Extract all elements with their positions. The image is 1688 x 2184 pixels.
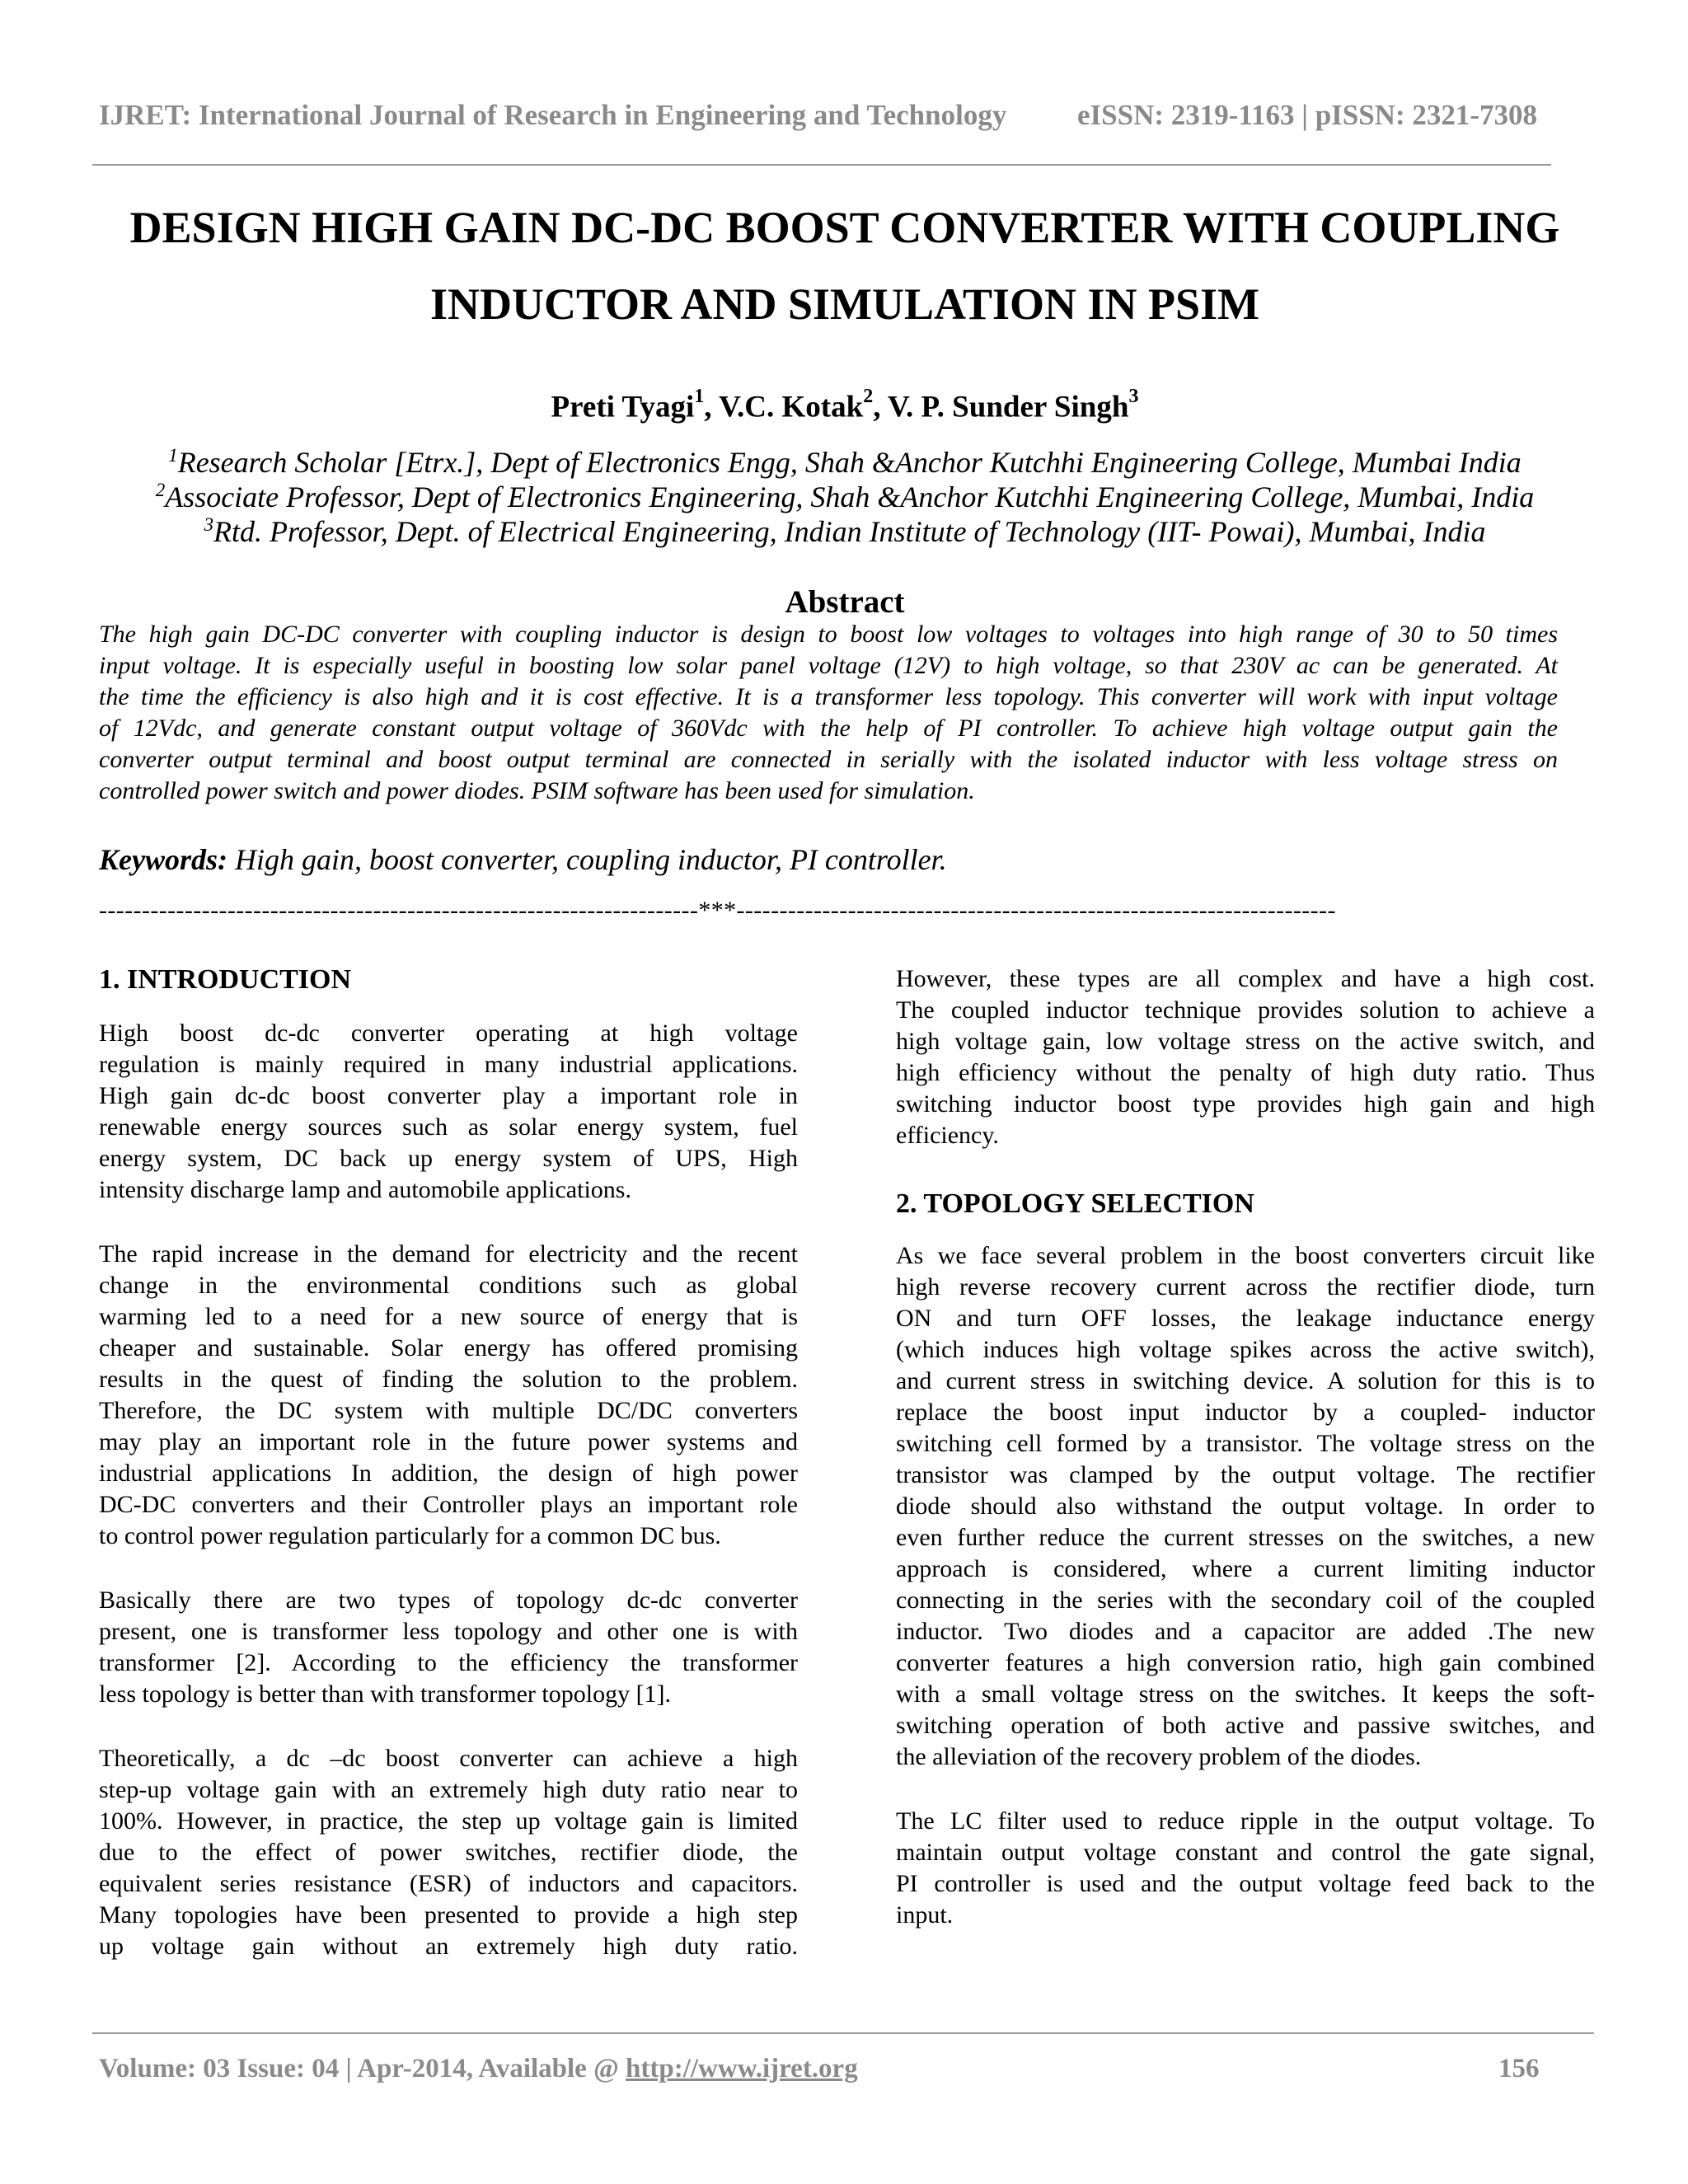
text-line: change in the environmental conditions such as global — [99, 1272, 798, 1299]
left-column — [99, 0, 798, 2184]
text-line: The rapid increase in the demand for electricity and the recent — [99, 1240, 798, 1268]
author-name: V.C. Kotak — [719, 390, 864, 424]
issn-text: eISSN: 2319-1163 | pISSN: 2321-7308 — [1077, 99, 1538, 131]
footer-divider — [92, 2032, 1594, 2034]
author-affil-mark: 2 — [863, 386, 874, 407]
footer-volume-info — [99, 2054, 858, 2084]
text-line: replace the boost input inductor by a coupled- inductor — [896, 1399, 1595, 1426]
text-line: High gain dc-dc boost converter play a important role in — [99, 1082, 798, 1109]
affiliation-mark: 2 — [155, 480, 166, 500]
text-line: high voltage gain, low voltage stress on the active switch, and — [896, 1028, 1595, 1055]
text-line: may play an important role in the future power systems and — [99, 1428, 798, 1455]
text-line: efficiency. — [896, 1122, 999, 1149]
keywords-text: High gain, boost converter, coupling inductor, PI controller. — [227, 843, 947, 876]
text-line: up voltage gain without an extremely high duty ratio. — [99, 1933, 798, 1960]
text-line: PI controller is used and the output voltage feed back to the — [896, 1870, 1595, 1897]
text-line: high reverse recovery current across the rectifier diode, turn — [896, 1273, 1595, 1301]
text-line: switching cell formed by a transistor. The voltage stress on the — [896, 1430, 1595, 1457]
section-heading-topology: 2. TOPOLOGY SELECTION — [896, 1188, 1254, 1219]
text-line: input. — [896, 1901, 954, 1929]
text-line: and current stress in switching device. A solution for this is to — [896, 1367, 1595, 1394]
text-line: approach is considered, where a current limiting inductor — [896, 1555, 1595, 1582]
text-line: High boost dc-dc converter operating at high voltage — [99, 1019, 798, 1047]
text-line: cheaper and sustainable. Solar energy has offered promising — [99, 1334, 798, 1361]
text-line: connecting in the series with the secondary coil of the coupled — [896, 1586, 1595, 1614]
text-line: As we face several problem in the boost converters circuit like — [896, 1242, 1595, 1269]
journal-url-link[interactable]: http://www.ijret.org — [626, 2054, 858, 2083]
text-line: 100%. However, in practice, the step up voltage gain is limited — [99, 1807, 798, 1835]
abstract-line: The high gain DC-DC converter with coupling inductor is design to boost low voltages to voltages into high range of 30 to 50 times — [99, 621, 1558, 648]
abstract-line: controlled power switch and power diodes. PSIM software has been used for simulation. — [99, 777, 975, 804]
abstract-line: converter output terminal and boost output terminal are connected in serially with the isolated inductor with less voltage stress on — [99, 746, 1558, 773]
author-name: V. P. Sunder Singh — [888, 390, 1129, 424]
text-line: the alleviation of the recovery problem of the diodes. — [896, 1743, 1422, 1770]
author-separator: , — [873, 390, 889, 424]
text-line: (which induces high voltage spikes across the active switch), — [896, 1336, 1595, 1363]
text-line: ON and turn OFF losses, the leakage inductance energy — [896, 1305, 1595, 1332]
page-number: 156 — [1498, 2054, 1540, 2083]
author-name: Preti Tyagi — [551, 390, 695, 424]
text-line: results in the quest of finding the solution to the problem. — [99, 1366, 798, 1393]
footer-volume-text: Volume: 03 Issue: 04 | Apr-2014, Available @ — [99, 2054, 626, 2083]
text-line: even further reduce the current stresses on the switches, a new — [896, 1524, 1595, 1551]
section-separator: ----------------------------------------------------------------------***---------------------------------------------------------------------- — [99, 897, 1336, 924]
text-line: maintain output voltage constant and control the gate signal, — [896, 1839, 1595, 1866]
right-column — [896, 0, 1595, 2184]
affiliation-mark: 1 — [168, 445, 178, 466]
journal-name: IJRET: International Journal of Research in Engineering and Technology — [99, 99, 1007, 131]
text-line: converter features a high conversion ratio, high gain combined — [896, 1649, 1595, 1676]
author-affil-mark: 1 — [694, 386, 705, 407]
text-line: transformer [2]. According to the efficiency the transformer — [99, 1649, 798, 1676]
text-line: with a small voltage stress on the switches. It keeps the soft- — [896, 1680, 1595, 1708]
text-line: Basically there are two types of topology dc-dc converter — [99, 1586, 798, 1614]
text-line: industrial applications In addition, the design of high power — [99, 1460, 798, 1487]
keywords-label: Keywords: — [99, 843, 227, 876]
text-line: The LC filter used to reduce ripple in the output voltage. To — [896, 1807, 1595, 1835]
text-line: energy system, DC back up energy system of UPS, High — [99, 1145, 798, 1172]
text-line: regulation is mainly required in many industrial applications. — [99, 1051, 798, 1078]
author-separator: , — [704, 390, 720, 424]
text-line: switching inductor boost type provides high gain and high — [896, 1090, 1595, 1118]
text-line: intensity discharge lamp and automobile applications. — [99, 1176, 631, 1203]
text-line: step-up voltage gain with an extremely high duty ratio near to — [99, 1776, 798, 1803]
text-line: Theoretically, a dc –dc boost converter can achieve a high — [99, 1745, 798, 1772]
text-line: due to the effect of power switches, rectifier diode, the — [99, 1839, 798, 1866]
text-line: warming led to a need for a new source of energy that is — [99, 1303, 798, 1330]
text-line: Many topologies have been presented to provide a high step — [99, 1901, 798, 1929]
abstract-line: of 12Vdc, and generate constant output voltage of 360Vdc with the help of PI controller. To achieve high voltage output gain the — [99, 715, 1558, 742]
text-line: diode should also withstand the output voltage. In order to — [896, 1493, 1595, 1520]
text-line: transistor was clamped by the output voltage. The rectifier — [896, 1461, 1595, 1488]
text-line: switching operation of both active and passive switches, and — [896, 1712, 1595, 1739]
text-line: DC-DC converters and their Controller plays an important role — [99, 1491, 798, 1518]
text-line: The coupled inductor technique provides solution to achieve a — [896, 996, 1595, 1024]
text-line: present, one is transformer less topology and other one is with — [99, 1618, 798, 1645]
abstract-line: the time the efficiency is also high and it is cost effective. It is a transformer less topology. This converter will work with input voltage — [99, 683, 1558, 710]
abstract-heading: Abstract — [785, 584, 905, 620]
paper-title-line-2: INDUCTOR AND SIMULATION IN PSIM — [429, 279, 1260, 329]
author-affil-mark: 3 — [1128, 386, 1139, 407]
affiliation-mark: 3 — [204, 514, 214, 535]
affiliation-text: Associate Professor, Dept of Electronics Engineering, Shah &Anchor Kutchhi Engineering College, Mumbai, India — [165, 480, 1535, 513]
section-heading-introduction: 1. INTRODUCTION — [99, 964, 352, 995]
text-line: Therefore, the DC system with multiple DC/DC converters — [99, 1397, 798, 1424]
text-line: equivalent series resistance (ESR) of inductors and capacitors. — [99, 1870, 798, 1897]
text-line: less topology is better than with transformer topology [1]. — [99, 1680, 672, 1708]
text-line: to control power regulation particularly for a common DC bus. — [99, 1522, 721, 1549]
paper-title-line-1: DESIGN HIGH GAIN DC-DC BOOST CONVERTER WITH COUPLING — [129, 203, 1560, 252]
abstract-line: input voltage. It is especially useful in boosting low solar panel voltage (12V) to high voltage, so that 230V ac can be generated. At — [99, 652, 1558, 679]
affiliation-text: Rtd. Professor, Dept. of Electrical Engineering, Indian Institute of Technology (IIT- Powai), Mumbai, India — [213, 515, 1486, 548]
text-line: high efficiency without the penalty of high duty ratio. Thus — [896, 1059, 1595, 1086]
text-line: inductor. Two diodes and a capacitor are added .The new — [896, 1618, 1595, 1645]
affiliation-text: Research Scholar [Etrx.], Dept of Electronics Engg, Shah &Anchor Kutchhi Engineering College, Mumbai India — [177, 446, 1522, 479]
text-line: renewable energy sources such as solar energy system, fuel — [99, 1113, 798, 1141]
text-line: However, these types are all complex and have a high cost. — [896, 965, 1595, 992]
